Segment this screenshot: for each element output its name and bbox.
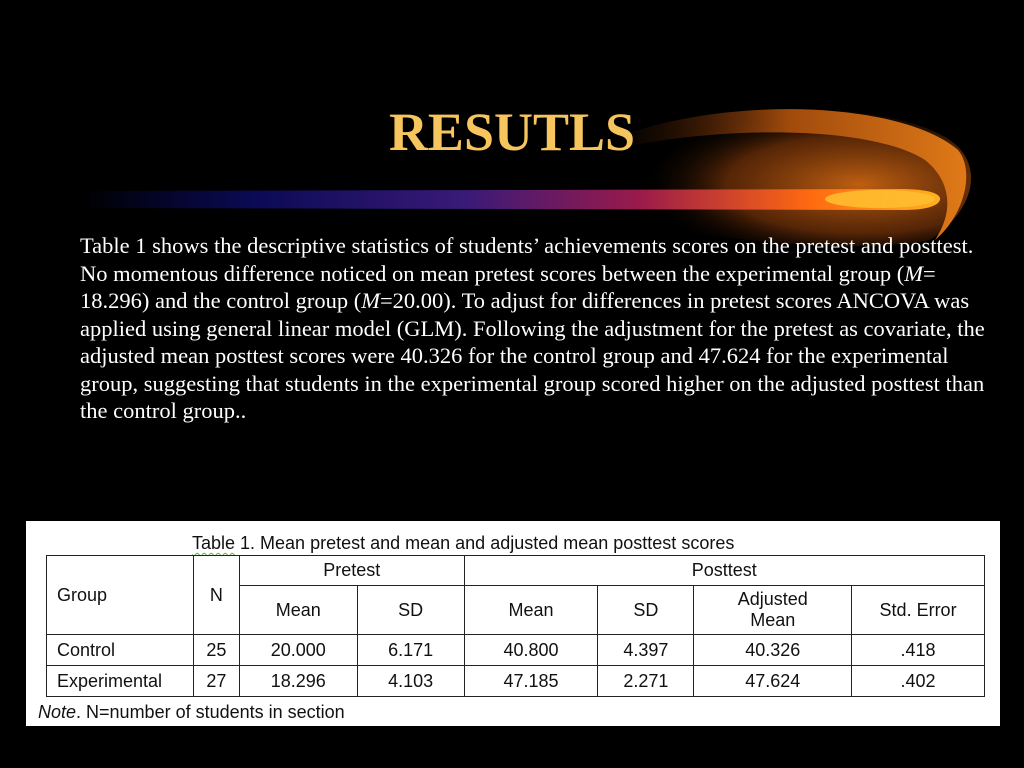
paragraph-part-3: =20.00). To adjust for differences in pretest scores ANCOVA was applied using general linear model (GLM). Following the adjustment for the pretest as covariate, the adjusted mean posttest scores were 40.326 for the control group and 47.624 for the experimental group, suggesting that students in the experimental group scored higher on the adjusted posttest than the control group.. bbox=[80, 288, 985, 423]
mean-symbol: M bbox=[361, 288, 380, 313]
header-pretest-sd: SD bbox=[357, 586, 464, 635]
results-paragraph bbox=[80, 232, 1000, 425]
header-row-top bbox=[47, 556, 985, 586]
cell-n: 25 bbox=[193, 635, 239, 666]
table-row bbox=[47, 635, 985, 666]
slide-title: RESUTLS bbox=[388, 102, 636, 162]
header-pretest: Pretest bbox=[239, 556, 464, 586]
cell-n: 27 bbox=[193, 666, 239, 697]
header-posttest-sd: SD bbox=[598, 586, 694, 635]
caption-label: Table bbox=[192, 533, 236, 553]
header-n: N bbox=[193, 556, 239, 635]
header-group: Group bbox=[47, 556, 194, 635]
mean-symbol: M bbox=[904, 260, 924, 286]
cell-pretest-sd: 4.103 bbox=[357, 666, 464, 697]
cell-adjusted-mean: 40.326 bbox=[694, 635, 852, 666]
statistics-table bbox=[46, 555, 985, 697]
table-row bbox=[47, 666, 985, 697]
cell-posttest-sd: 4.397 bbox=[598, 635, 694, 666]
cell-std-error: .402 bbox=[852, 666, 985, 697]
header-posttest-mean: Mean bbox=[464, 586, 598, 635]
cell-std-error: .418 bbox=[852, 635, 985, 666]
cell-pretest-mean: 18.296 bbox=[239, 666, 357, 697]
cell-adjusted-mean: 47.624 bbox=[694, 666, 852, 697]
cell-posttest-mean: 47.185 bbox=[464, 666, 598, 697]
header-adjusted-line1: Adjusted bbox=[737, 589, 808, 609]
cell-posttest-mean: 40.800 bbox=[464, 635, 598, 666]
header-posttest: Posttest bbox=[464, 556, 984, 586]
paragraph-part-2: = 18.296) and the control group ( bbox=[80, 260, 936, 313]
table-note bbox=[38, 701, 345, 723]
note-label: Note bbox=[38, 702, 77, 722]
paragraph-part-1: Table 1 shows the descriptive statistics of students’ achievements scores on the pretest and posttest. No momentous difference noticed on mean pretest scores between the experimental group ( bbox=[80, 233, 974, 286]
cell-group: Control bbox=[47, 635, 194, 666]
header-pretest-mean: Mean bbox=[239, 586, 357, 635]
cell-group: Experimental bbox=[47, 666, 194, 697]
cell-pretest-sd: 6.171 bbox=[357, 635, 464, 666]
header-adjusted-mean bbox=[694, 586, 852, 635]
header-adjusted-line2: Mean bbox=[750, 610, 796, 630]
table-caption bbox=[192, 532, 734, 554]
cell-pretest-mean: 20.000 bbox=[239, 635, 357, 666]
cell-posttest-sd: 2.271 bbox=[598, 666, 694, 697]
note-text: . N=number of students in section bbox=[76, 702, 345, 722]
caption-text: 1. Mean pretest and mean and adjusted mean posttest scores bbox=[235, 533, 735, 553]
header-std-error: Std. Error bbox=[852, 586, 985, 635]
results-table-panel bbox=[26, 521, 1000, 726]
